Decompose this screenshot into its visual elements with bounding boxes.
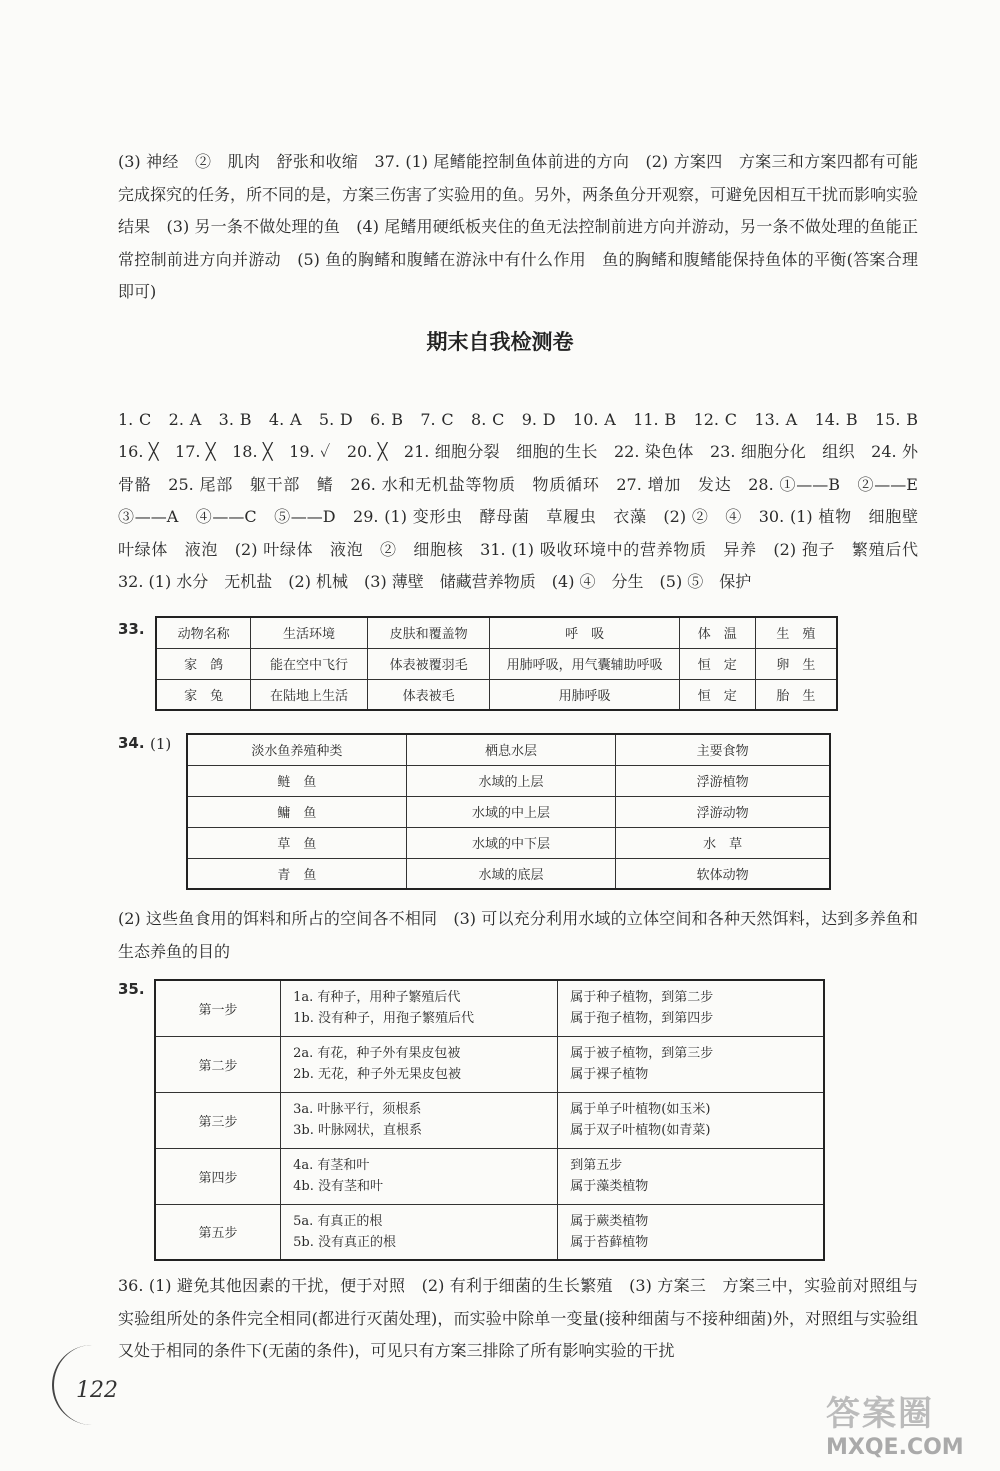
table-cell: 水域的中下层 (406, 827, 615, 858)
table-cell: 恒 定 (679, 648, 755, 679)
q36-paragraph: 36. (1) 避免其他因素的干扰，便于对照 (2) 有利于细菌的生长繁殖 (3) 方案三 方案三中，实验前对照组与实验组所处的条件完全相同(都进行灭菌处理)，而实验中除单一变量(接种细菌与不接种细菌)外，对照组与实验组又处于相同的条件下(无菌的条件)，可见只有方案三排除了所有影响实验的干扰 (118, 1276, 918, 1360)
table-cell: 水域的上层 (406, 765, 615, 796)
table-cell: 浮游植物 (616, 765, 830, 796)
q34-table (186, 733, 831, 890)
result-a: 属于单子叶植物(如玉米) (570, 1102, 711, 1117)
key-cell (281, 1036, 558, 1092)
result-a: 到第五步 (570, 1158, 623, 1173)
q33-table (155, 616, 838, 711)
q34-followup-paragraph: (2) 这些鱼食用的饵料和所占的空间各不相同 (3) 可以充分利用水域的立体空间和各种天然饵料，达到多养鱼和生态养鱼的目的 (118, 909, 918, 961)
page-number: 122 (76, 1378, 118, 1403)
table-row (155, 1148, 824, 1204)
key-a: 1a. 有种子，用种子繁殖后代 (293, 990, 461, 1006)
table-row (187, 827, 830, 858)
key-cell (281, 1204, 558, 1260)
result-b: 属于藻类植物 (570, 1179, 649, 1194)
header-cell: 淡水鱼养殖种类 (187, 734, 406, 765)
key-a: 2a. 有花，种子外有果皮包被 (293, 1046, 461, 1061)
table-cell: 在陆地上生活 (251, 679, 368, 710)
key-cell (281, 980, 558, 1036)
key-b: 1b. 没有种子，用孢子繁殖后代 (293, 1011, 474, 1027)
table-cell: 水 草 (616, 827, 830, 858)
key-b: 5b. 没有真正的根 (293, 1234, 396, 1250)
result-a: 属于种子植物，到第二步 (570, 990, 714, 1006)
result-b: 属于双子叶植物(如青菜) (570, 1123, 711, 1138)
q34-label: 34. (118, 734, 145, 752)
watermark-url: MXQE.COM (826, 1435, 964, 1460)
table-row (155, 1036, 824, 1092)
table-cell: 水域的底层 (406, 858, 615, 889)
key-a: 3a. 叶脉平行，须根系 (293, 1102, 422, 1117)
table-row (155, 1092, 824, 1148)
table-cell: 家 兔 (156, 679, 251, 710)
answers-paragraph: 1. C 2. A 3. B 4. A 5. D 6. B 7. C 8. C 9. D 10. A 11. B 12. C 13. A 14. B 15. B 16. ╳ 17. ╳ 18. ╳ 19. ✓ 20. ╳ 21. 细胞分裂 细胞的生长 22. 染色体 23. 细胞分化 组织 24. 外骨骼 25. 尾部 躯干部 鳍 26. 水和无机盐等物质 物质循环 27. 增加 发达 28. ①——B ②——E ③——A ④——C ⑤——D 29. (1) 变形虫 酵母菌 草履虫 衣藻 (2) ② ④ 30. (1) 植物 细胞壁 叶绿体 液泡 (2) 叶绿体 液泡 ② 细胞核 31. (1) 吸收环境中的营养物质 异养 (2) 孢子 繁殖后代 32. (1) 水分 无机盐 (2) 机械 (3) 薄壁 储藏营养物质 (4) ④ 分生 (5) ⑤ 保护 (118, 410, 935, 592)
header-cell: 体 温 (679, 617, 755, 648)
step-cell: 第三步 (155, 1092, 281, 1148)
table-cell: 用肺呼吸，用气囊辅助呼吸 (490, 648, 679, 679)
table-cell: 卵 生 (755, 648, 837, 679)
table-header-row (156, 617, 837, 648)
step-cell: 第四步 (155, 1148, 281, 1204)
table-cell: 胎 生 (755, 679, 837, 710)
result-cell (558, 1036, 824, 1092)
result-a: 属于被子植物，到第三步 (570, 1046, 714, 1061)
result-cell (558, 1148, 824, 1204)
section-title: 期末自我检测卷 (426, 330, 574, 354)
table-row (187, 858, 830, 889)
result-a: 属于蕨类植物 (570, 1213, 649, 1229)
table-cell: 鳙 鱼 (187, 796, 406, 827)
table-cell: 水域的中上层 (406, 796, 615, 827)
table-row (156, 679, 837, 710)
table-cell: 家 鸽 (156, 648, 251, 679)
q34-sublabel: (1) (150, 735, 172, 753)
watermark-title: 答案圈 (826, 1394, 934, 1434)
header-cell: 生 殖 (755, 617, 837, 648)
table-row (187, 796, 830, 827)
result-cell (558, 1092, 824, 1148)
table-cell: 青 鱼 (187, 858, 406, 889)
table-cell: 体表被覆羽毛 (367, 648, 490, 679)
header-cell: 动物名称 (156, 617, 251, 648)
key-a: 5a. 有真正的根 (293, 1213, 383, 1229)
table-row (155, 980, 824, 1036)
table-cell: 鲢 鱼 (187, 765, 406, 796)
table-cell: 草 鱼 (187, 827, 406, 858)
watermark (826, 1386, 976, 1458)
key-b: 2b. 无花，种子外无果皮包被 (293, 1067, 461, 1082)
q35-key-table (154, 979, 825, 1261)
result-cell (558, 980, 824, 1036)
step-cell: 第二步 (155, 1036, 281, 1092)
header-cell: 皮肤和覆盖物 (367, 617, 490, 648)
paragraph-q36-q37-answers: (3) 神经 ② 肌肉 舒张和收缩 37. (1) 尾鳍能控制鱼体前进的方向 (2) 方案四 方案三和方案四都有可能完成探究的任务，所不同的是，方案三伤害了实验用的鱼。另外，两条鱼分开观察，可避免因相互干扰而影响实验结果 (3) 另一条不做处理的鱼 (4) 尾鳍用硬纸板夹住的鱼无法控制前进方向并游动，另一条不做处理的鱼能正常控制前进方向并游动 (5) 鱼的胸鳍和腹鳍在游泳中有什么作用 鱼的胸鳍和腹鳍能保持鱼体的平衡(答案合理即可) (118, 152, 919, 301)
header-cell: 呼 吸 (490, 617, 679, 648)
table-row (155, 1204, 824, 1260)
q33-label: 33. (118, 620, 145, 638)
result-b: 属于孢子植物，到第四步 (570, 1011, 714, 1027)
table-cell: 恒 定 (679, 679, 755, 710)
step-cell: 第五步 (155, 1204, 281, 1260)
table-row (187, 765, 830, 796)
result-b: 属于裸子植物 (570, 1067, 649, 1082)
key-a: 4a. 有茎和叶 (293, 1158, 370, 1173)
key-b: 3b. 叶脉网状，直根系 (293, 1123, 422, 1138)
table-cell: 体表被毛 (367, 679, 490, 710)
table-cell: 能在空中飞行 (251, 648, 368, 679)
q35-label: 35. (118, 980, 145, 998)
result-cell (558, 1204, 824, 1260)
header-cell: 栖息水层 (406, 734, 615, 765)
header-cell: 生活环境 (251, 617, 368, 648)
header-cell: 主要食物 (616, 734, 830, 765)
table-row (156, 648, 837, 679)
table-cell: 软体动物 (616, 858, 830, 889)
key-cell (281, 1148, 558, 1204)
result-b: 属于苔藓植物 (570, 1234, 649, 1250)
table-cell: 浮游动物 (616, 796, 830, 827)
table-cell: 用肺呼吸 (490, 679, 679, 710)
table-header-row (187, 734, 830, 765)
key-b: 4b. 没有茎和叶 (293, 1179, 383, 1194)
key-cell (281, 1092, 558, 1148)
step-cell: 第一步 (155, 980, 281, 1036)
